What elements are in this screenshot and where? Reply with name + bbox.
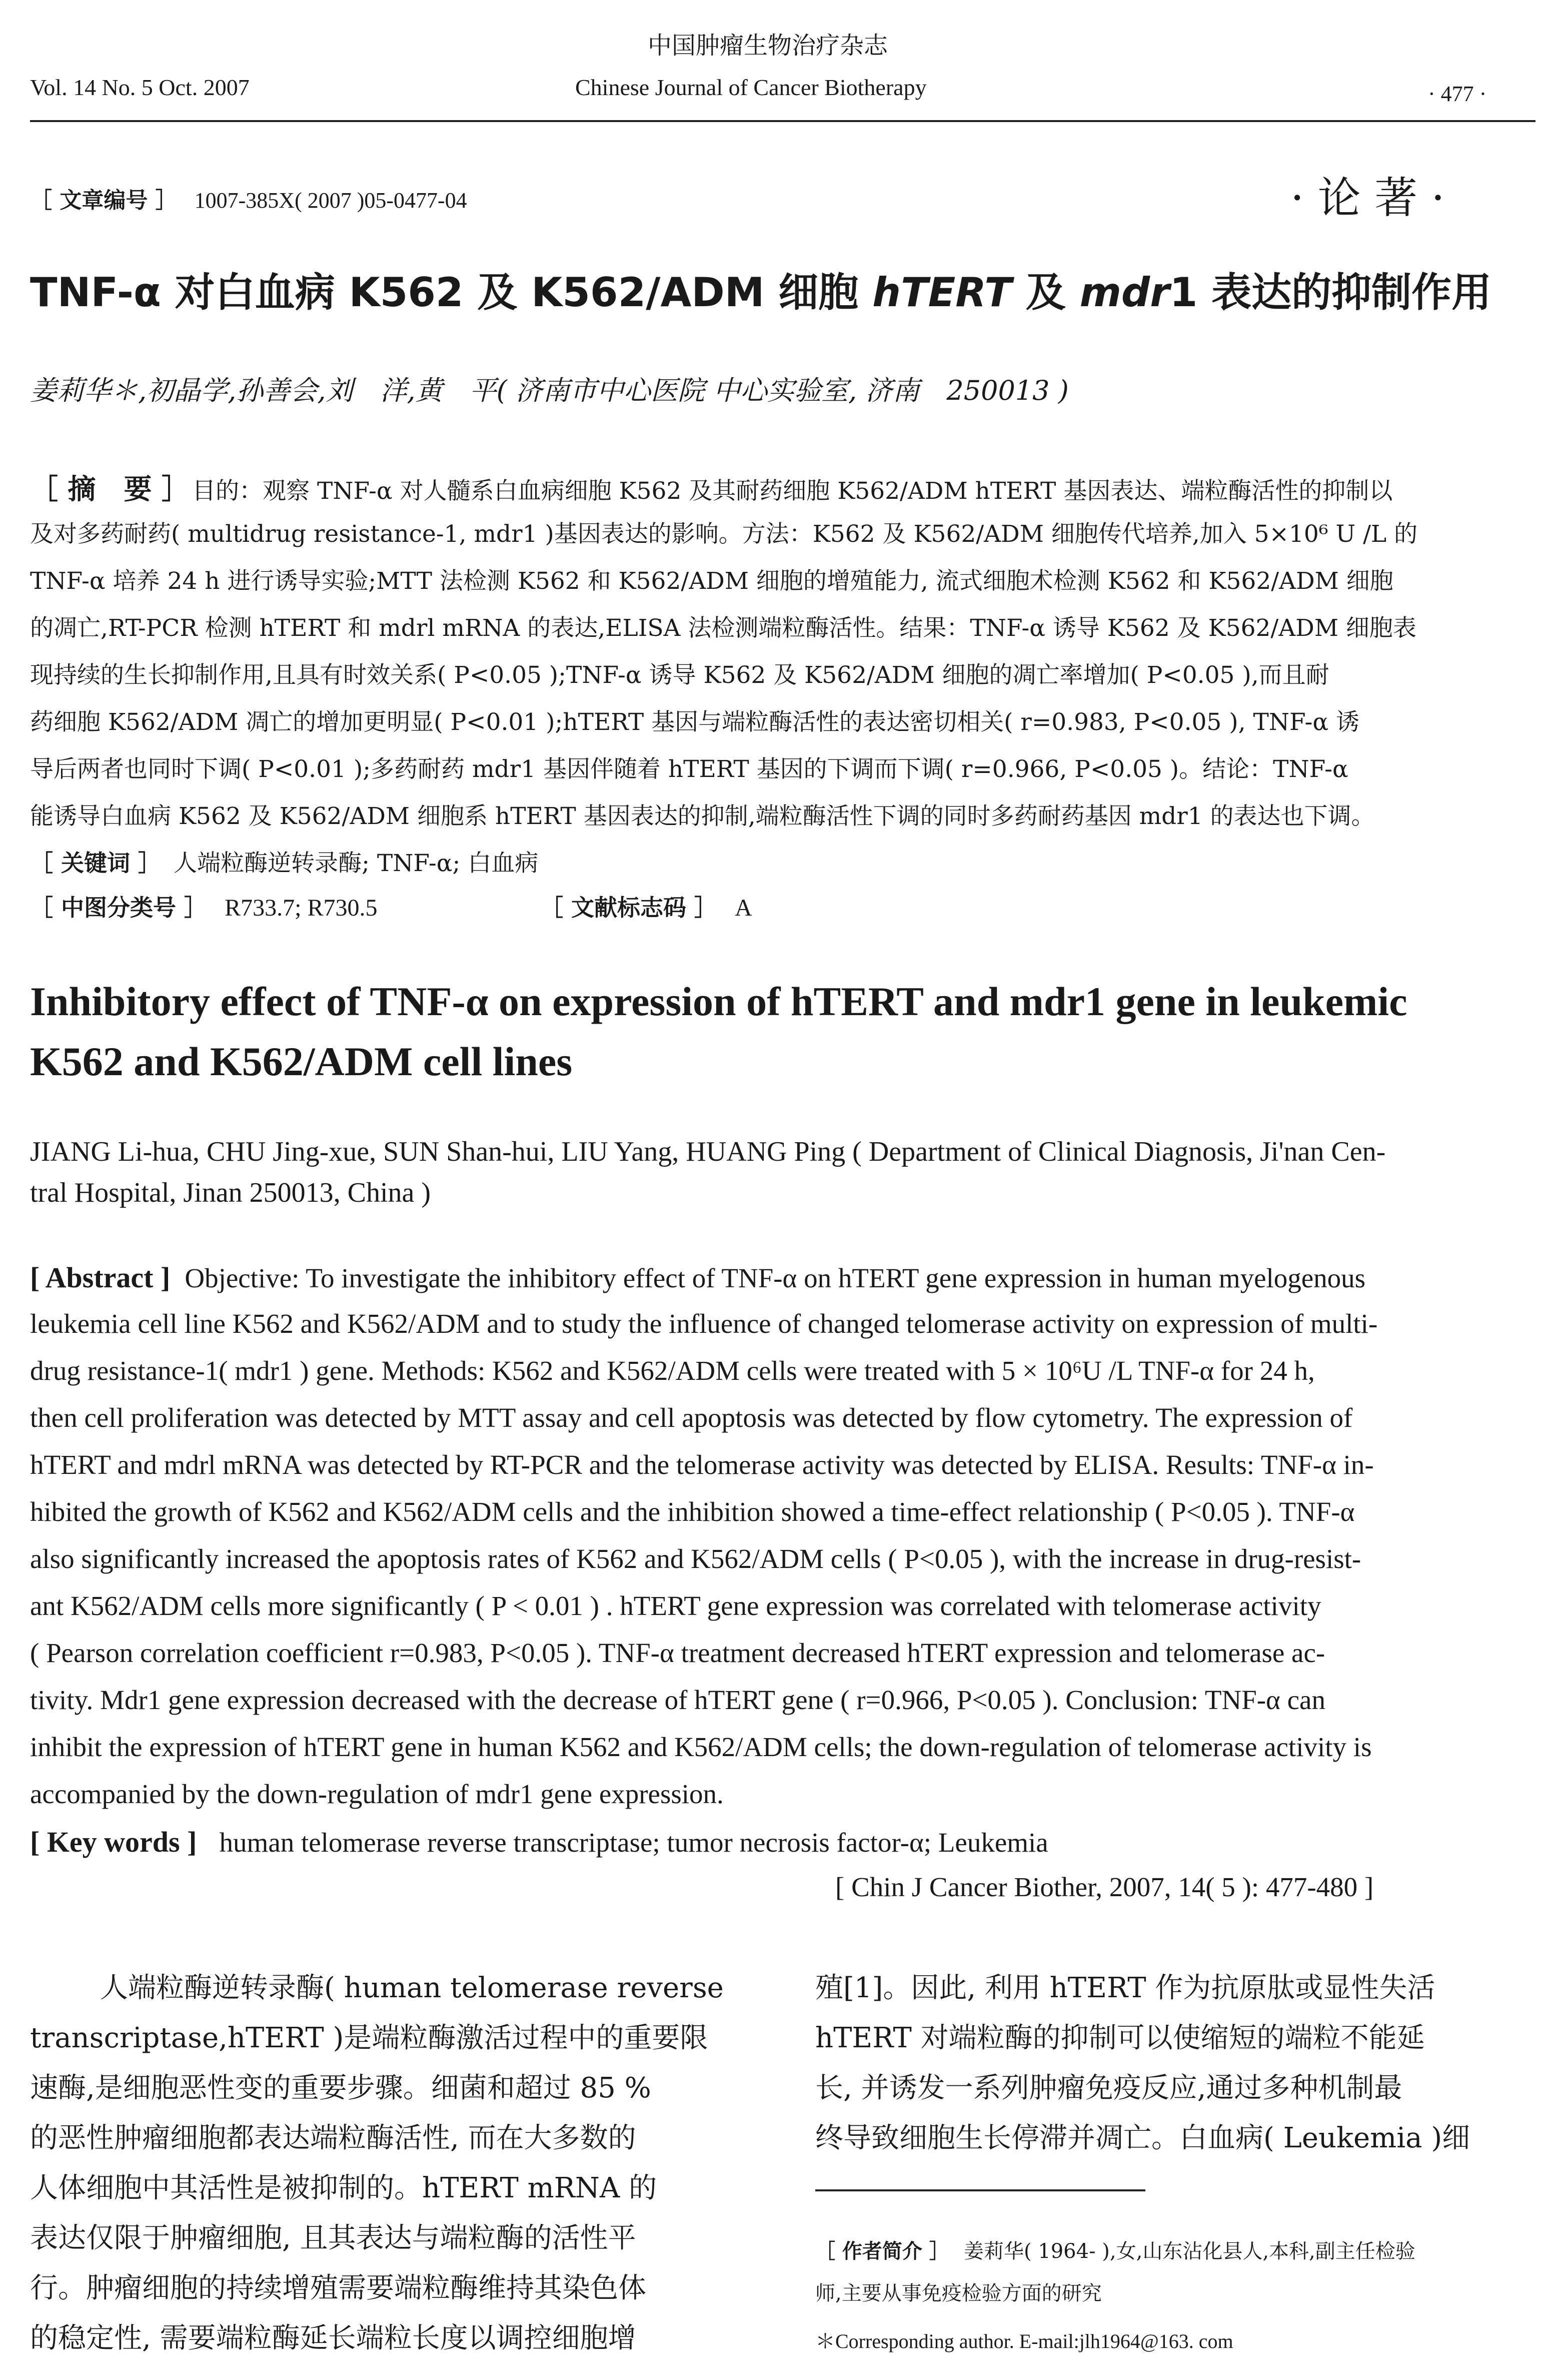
body-right-line-4: 终导致细胞生长停滞并凋亡。白血病( Leukemia )细: [815, 2122, 1470, 2154]
author-bio-label: ［ 作者简介 ］: [815, 2240, 949, 2263]
title-en-line-2: K562 and K562/ADM cell lines: [30, 1039, 573, 1084]
body-left-line-5: 人体细胞中其活性是被抑制的。hTERT mRNA 的: [30, 2172, 657, 2204]
body-left-line-7: 行。肿瘤细胞的持续增殖需要端粒酶维持其染色体: [30, 2272, 646, 2304]
footnote-rule: [815, 2189, 1145, 2191]
abstract-en-line-3: drug resistance-1( mdr1 ) gene. Methods: K562 and K562/ADM cells were treated with 5 × 10⁶U /L TNF-α for 24 h,: [30, 1355, 1315, 1386]
document-code-value: A: [735, 895, 752, 921]
author-bio: [815, 2235, 1415, 2264]
keywords-cn-value: 人端粒酶逆转录酶; TNF-α; 白血病: [174, 850, 539, 877]
abstract-en-line-9: ( Pearson correlation coefficient r=0.983, P<0.05 ). TNF-α treatment decreased hTERT expression and telomerase ac-: [30, 1638, 1325, 1668]
abstract-en-line-10: tivity. Mdr1 gene expression decreased with the decrease of hTERT gene ( r=0.966, P<0.05 ). Conclusion: TNF-α can: [30, 1685, 1325, 1715]
abstract-cn-line-8: 能诱导白血病 K562 及 K562/ADM 细胞系 hTERT 基因表达的抑制,端粒酶活性下调的同时多药耐药基因 mdr1 的表达也下调。: [30, 803, 1375, 830]
article-number-value: 1007-385X( 2007 )05-0477-04: [194, 188, 467, 213]
abstract-en-label: [ Abstract ]: [30, 1261, 171, 1294]
abstract-en-line-2: leukemia cell line K562 and K562/ADM and to study the influence of changed telomerase activity on expression of multi-: [30, 1308, 1378, 1339]
body-right-line-1: 殖[1]。因此, 利用 hTERT 作为抗原肽或显性失活: [815, 1972, 1435, 2004]
header-rule: [30, 120, 1535, 122]
title-cn: [30, 260, 1491, 318]
abstract-cn-line-5: 现持续的生长抑制作用,且具有时效关系( P<0.05 );TNF-α 诱导 K562 及 K562/ADM 细胞的凋亡率增加( P<0.05 ),而且耐: [30, 661, 1329, 689]
title-cn-part3: 及: [1011, 269, 1080, 316]
abstract-en-line-4: then cell proliferation was detected by MTT assay and cell apoptosis was detected by flow cytometry. The expression of: [30, 1402, 1353, 1433]
article-number-label: ［ 文章编号 ］: [30, 188, 178, 213]
body-left-line-6: 表达仅限于肿瘤细胞, 且其表达与端粒酶的活性平: [30, 2222, 636, 2254]
abstract-en-line-6: hibited the growth of K562 and K562/ADM cells and the inhibition showed a time-effect relationship ( P<0.05 ). TNF-α: [30, 1496, 1355, 1527]
keywords-cn: [30, 845, 1535, 878]
title-en-line-1: Inhibitory effect of TNF-α on expression of hTERT and mdr1 gene in leukemic: [30, 979, 1407, 1024]
citation: [ Chin J Cancer Biother, 2007, 14( 5 ): 477-480 ]: [835, 1872, 1374, 1902]
abstract-en-text: Objective: To investigate the inhibitory effect of TNF-α on hTERT gene expression in human myelogenous: [185, 1263, 1366, 1293]
body-left-line-8: 的稳定性, 需要端粒酶延长端粒长度以调控细胞增: [30, 2322, 636, 2354]
abstract-en-line-12: accompanied by the down-regulation of mdr1 gene expression.: [30, 1779, 724, 1809]
abstract-cn-line-4: 的凋亡,RT-PCR 检测 hTERT 和 mdrl mRNA 的表达,ELISA 法检测端粒酶活性。结果：TNF-α 诱导 K562 及 K562/ADM 细胞表: [30, 614, 1416, 642]
classification-value: R733.7; R730.5: [225, 895, 378, 921]
page-number: · 477 ·: [1428, 82, 1487, 106]
body-left-line-4: 的恶性肿瘤细胞都表达端粒酶活性, 而在大多数的: [30, 2122, 636, 2154]
authors-en-line-2: tral Hospital, Jinan 250013, China ): [30, 1177, 431, 1208]
abstract-cn-text: 目的：观察 TNF-α 对人髓系白血病细胞 K562 及其耐药细胞 K562/ADM hTERT 基因表达、端粒酶活性的抑制以: [192, 477, 1393, 505]
abstract-en-line-7: also significantly increased the apoptosis rates of K562 and K562/ADM cells ( P<0.05 ), with the increase in drug-resist-: [30, 1543, 1361, 1574]
title-cn-gene2: mdr: [1079, 269, 1170, 316]
classification-label: ［ 中图分类号 ］: [30, 894, 208, 921]
abstract-cn-line-7: 导后两者也同时下调( P<0.01 );多药耐药 mdr1 基因伴随着 hTERT 基因的下调而下调( r=0.966, P<0.05 )。结论：TNF-α: [30, 755, 1348, 783]
abstract-cn-line-3: TNF-α 培养 24 h 进行诱导实验;MTT 法检测 K562 和 K562/ADM 细胞的增殖能力, 流式细胞术检测 K562 和 K562/ADM 细胞: [30, 567, 1393, 595]
body-left-line-2: transcriptase,hTERT )是端粒酶激活过程中的重要限: [30, 2022, 708, 2054]
article-number: [30, 182, 467, 214]
abstract-cn-line-1: [30, 467, 1535, 507]
title-cn-part5: 1 表达的抑制作用: [1169, 269, 1492, 316]
body-right-line-2: hTERT 对端粒酶的抑制可以使缩短的端粒不能延: [815, 2022, 1425, 2054]
keywords-en-label: [ Key words ]: [30, 1826, 197, 1858]
author-bio-line-2: 师,主要从事免疫检验方面的研究: [815, 2282, 1102, 2305]
keywords-en-value: human telomerase reverse transcriptase; tumor necrosis factor-α; Leukemia: [219, 1827, 1048, 1858]
corresponding-author: ＊Corresponding author. E-mail:jlh1964@163. com: [815, 2330, 1233, 2352]
keywords-cn-label: ［ 关键词 ］: [30, 850, 162, 877]
body-left-line-1: 人端粒酶逆转录酶( human telomerase reverse: [100, 1972, 724, 2004]
abstract-cn-line-2: 及对多药耐药( multidrug resistance-1, mdr1 )基因表达的影响。方法：K562 及 K562/ADM 细胞传代培养,加入 5×10⁶ U /L 的: [30, 520, 1418, 548]
title-cn-gene1: hTERT: [872, 269, 1012, 316]
authors-en-line-1: JIANG Li-hua, CHU Jing-xue, SUN Shan-hui, LIU Yang, HUANG Ping ( Department of Clinical Diagnosis, Ji'nan Cen-: [30, 1136, 1386, 1167]
abstract-cn-line-6: 药细胞 K562/ADM 凋亡的增加更明显( P<0.01 );hTERT 基因与端粒酶活性的表达密切相关( r=0.983, P<0.05 ), TNF-α 诱: [30, 708, 1359, 736]
document-code-label: ［ 文献标志码 ］: [540, 894, 718, 921]
title-cn-part1: TNF-α 对白血病 K562 及 K562/ADM 细胞: [30, 269, 873, 316]
abstract-en-line-8: ant K562/ADM cells more significantly ( P < 0.01 ) . hTERT gene expression was correlated with telomerase activity: [30, 1591, 1321, 1621]
abstract-en-line-5: hTERT and mdrl mRNA was detected by RT-PCR and the telomerase activity was detected by ELISA. Results: TNF-α in-: [30, 1449, 1374, 1480]
volume-info: Vol. 14 No. 5 Oct. 2007: [30, 75, 250, 100]
journal-title-en: Chinese Journal of Cancer Biotherapy: [575, 75, 927, 100]
section-label: · 论 著 ·: [1290, 173, 1445, 223]
body-left-line-3: 速酶,是细胞恶性变的重要步骤。细菌和超过 85 %: [30, 2072, 651, 2104]
keywords-en: [30, 1825, 1535, 1859]
abstract-en-line-11: inhibit the expression of hTERT gene in human K562 and K562/ADM cells; the down-regulation of telomerase activity is: [30, 1732, 1372, 1762]
classification-row: [30, 890, 378, 923]
abstract-cn-label: ［ 摘 要 ］: [30, 473, 190, 506]
abstract-en-line-1: [30, 1261, 1535, 1294]
author-bio-text: 姜莉华( 1964- ),女,山东沾化县人,本科,副主任检验: [963, 2240, 1415, 2263]
document-code-row: [540, 890, 752, 923]
body-right-line-3: 长, 并诱发一系列肿瘤免疫反应,通过多种机制最: [815, 2072, 1402, 2104]
authors-cn: 姜莉华＊,初晶学,孙善会,刘 洋,黄 平( 济南市中心医院 中心实验室, 济南 250013 ): [30, 375, 1069, 406]
journal-title-cn: 中国肿瘤生物治疗杂志: [648, 32, 888, 60]
